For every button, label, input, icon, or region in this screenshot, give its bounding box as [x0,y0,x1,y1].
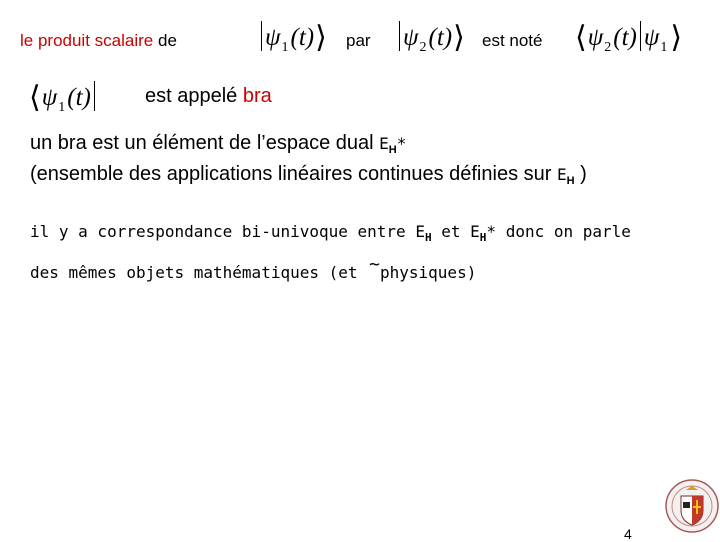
same-objects-line: des mêmes objets mathématiques (et ~physiques) [30,254,477,282]
de-label: de [157,31,177,50]
est-note-label: est noté [482,31,543,50]
page-number: 4 [624,526,632,542]
scalar-product-label: le produit scalaire [20,31,154,50]
bra-psi1: $⟨\psi_1(t)$ [28,80,98,116]
bra-definition: est appelé bra [145,85,272,107]
correspondence-line: il y a correspondance bi-univoque entre $E_H$ et $E_H*$ donc on parle [30,222,631,244]
intro-text [20,31,177,51]
university-seal-logo [664,478,720,539]
dual-space-line: un bra est un élément de l’espace dual $E_H*$ [30,132,407,156]
ket-psi2: $\psi_2(t)⟩$ [396,20,466,56]
ket-psi1: $\psi_1(t)⟩$ [258,20,328,56]
dual-space-explanation: (ensemble des applications linéaires continues définies sur $E_H$ ) [30,163,587,187]
braket-psi2-psi1: $⟨\psi_2(t)$ $\psi_1$ ⟩ [575,21,683,55]
par-label: par [346,31,371,50]
bra-term: bra [242,85,272,107]
